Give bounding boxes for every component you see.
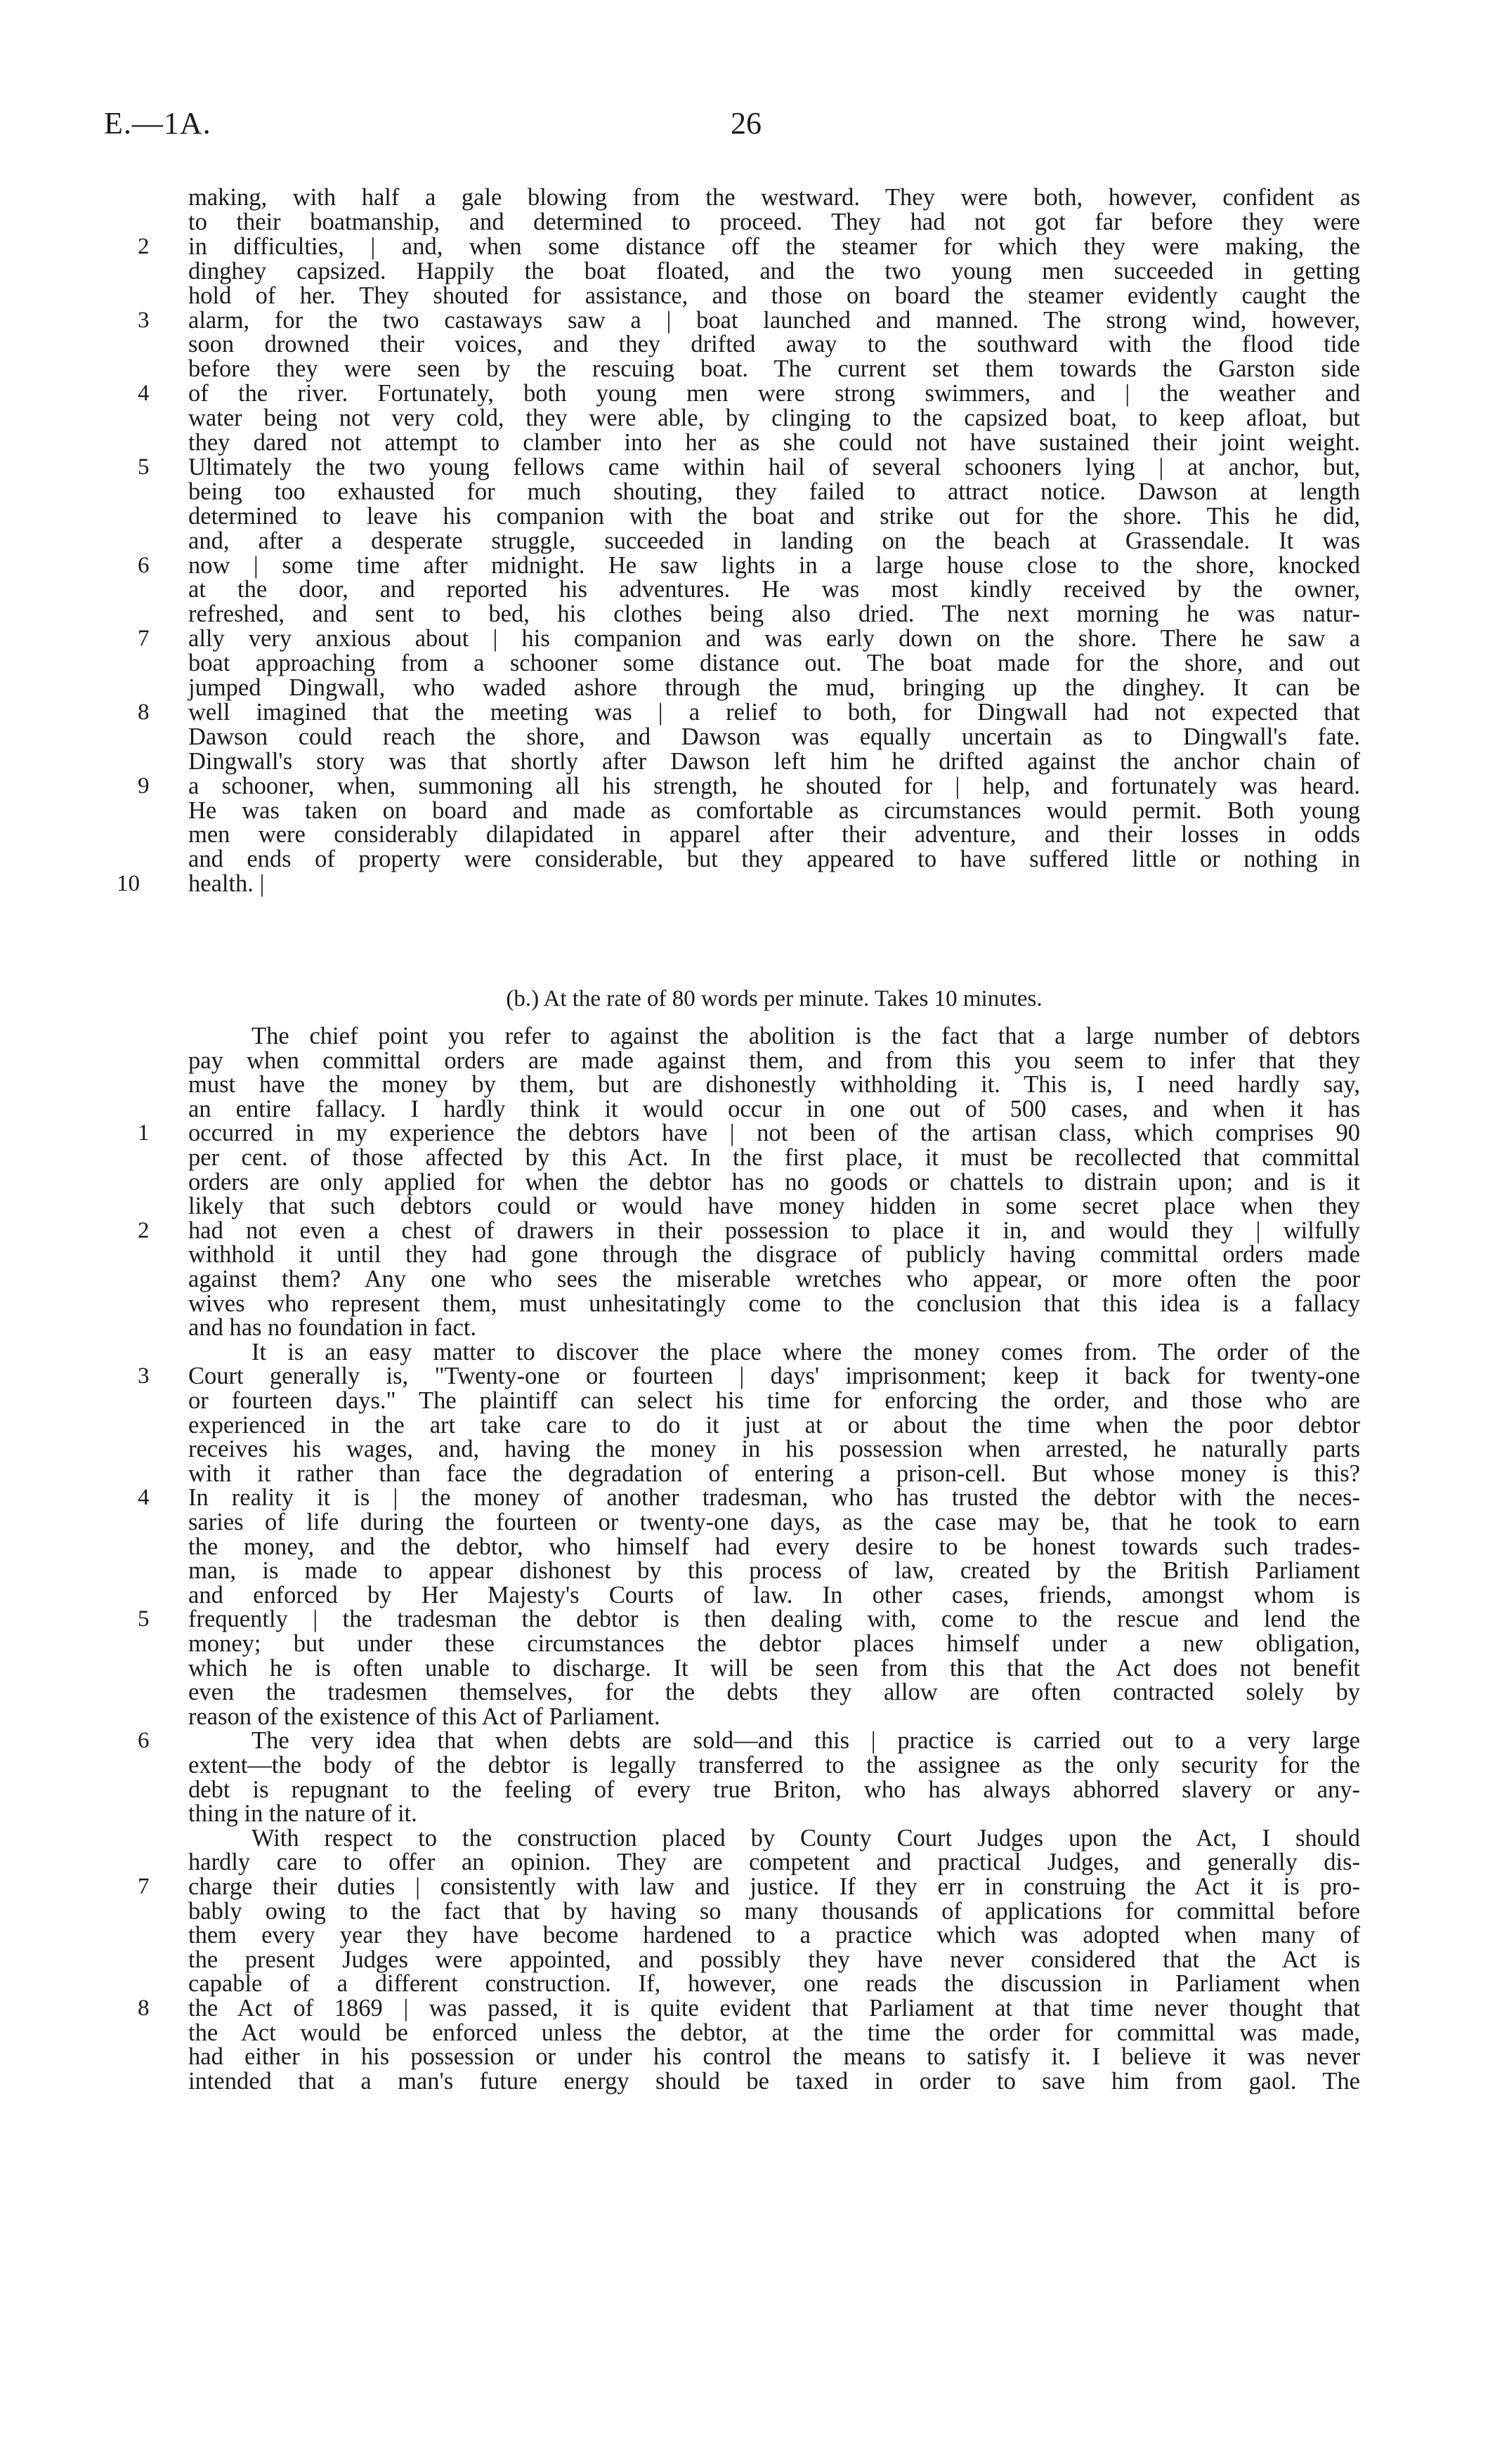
line-count-marker: 6: [138, 552, 150, 578]
text-line: occurred in my experience the debtors have | not been of the artisan class, which comprises 90: [188, 1120, 1360, 1147]
text-line: saries of life during the fourteen or twenty-one days, as the case may be, that he took to earn: [188, 1509, 1360, 1535]
line-count-marker: 4: [138, 381, 150, 407]
text-line: making, with half a gale blowing from the westward. They were both, however, confident as: [188, 184, 1360, 211]
text-line: debt is repugnant to the feeling of every true Briton, who has always abhorred slavery or any-: [188, 1776, 1360, 1803]
line-count-marker: 8: [138, 699, 150, 725]
text-line: and, after a desperate struggle, succeeded in landing on the beach at Grassendale. It was: [188, 527, 1360, 554]
page-number: 26: [731, 106, 762, 140]
text-line: intended that a man's future energy should be taxed in order to save him from gaol. The: [188, 2067, 1360, 2095]
text-line: man, is made to appear dishonest by this process of law, created by the British Parliament: [188, 1557, 1360, 1585]
text-line: they dared not attempt to clamber into her as she could not have sustained their joint weight.: [188, 429, 1360, 456]
text-line: the Act of 1869 | was passed, it is quite evident that Parliament at that time never thought that: [188, 1995, 1360, 2021]
text-line: even the tradesmen themselves, for the debts they allow are often contracted solely by: [188, 1679, 1360, 1706]
section-heading: (b.) At the rate of 80 words per minute. Takes 10 minutes.: [506, 986, 1043, 1011]
text-line: frequently | the tradesman the debtor is then dealing with, come to the rescue and lend the: [188, 1606, 1360, 1633]
text-line: of the river. Fortunately, both young men were strong swimmers, and | the weather and: [188, 380, 1360, 407]
text-line: receives his wages, and, having the money in his possession when arrested, he naturally parts: [188, 1436, 1360, 1463]
line-count-marker: 9: [138, 773, 150, 799]
line-count-marker: 3: [138, 1363, 150, 1389]
text-line: and ends of property were considerable, but they appeared to have suffered little or nothing in: [188, 846, 1360, 873]
text-line: now | some time after midnight. He saw lights in a large house close to the shore, knocked: [188, 551, 1360, 579]
text-line: well imagined that the meeting was | a relief to both, for Dingwall had not expected that: [188, 698, 1360, 726]
line-count-marker: 8: [138, 1996, 150, 2021]
text-line: or fourteen days." The plaintiff can select his time for enforcing the order, and those who are: [188, 1387, 1360, 1414]
text-line: and has no foundation in fact.: [188, 1314, 477, 1342]
line-count-marker: 3: [138, 307, 150, 333]
text-line: being too exhausted for much shouting, they failed to attract notice. Dawson at length: [188, 478, 1360, 505]
text-line: boat approaching from a schooner some distance out. The boat made for the shore, and out: [188, 650, 1360, 677]
text-line: hardly care to offer an opinion. They are competent and practical Judges, and generally dis-: [188, 1849, 1360, 1876]
text-line: at the door, and reported his adventures. He was most kindly received by the owner,: [188, 576, 1360, 603]
text-line: before they were seen by the rescuing boat. The current set them towards the Garston side: [188, 355, 1360, 383]
text-line: Ultimately the two young fellows came within hail of several schooners lying | at anchor, but,: [188, 453, 1360, 480]
text-line: to their boatmanship, and determined to proceed. They had not got far before they were: [188, 208, 1360, 235]
text-line: It is an easy matter to discover the place where the money comes from. The order of the: [252, 1338, 1360, 1365]
line-count-marker: 10: [117, 871, 140, 897]
text-line: money; but under these circumstances the debtor places himself under a new obligation,: [188, 1630, 1360, 1657]
text-line: a schooner, when, summoning all his strength, he shouted for | help, and fortunately was heard.: [188, 772, 1360, 799]
text-line: dinghey capsized. Happily the boat floated, and the two young men succeeded in getting: [188, 257, 1360, 284]
text-line: reason of the existence of this Act of Parliament.: [188, 1703, 660, 1730]
text-line: Court generally is, "Twenty-one or fourteen | days' imprisonment; keep it back for twenty-one: [188, 1363, 1360, 1390]
text-line: bably owing to the fact that by having so many thousands of applications for committal before: [188, 1897, 1360, 1925]
text-line: withhold it until they had gone through the disgrace of publicly having committal orders made: [188, 1241, 1360, 1269]
text-line: per cent. of those affected by this Act. In the first place, it must be recollected that committal: [188, 1144, 1360, 1171]
line-count-marker: 2: [138, 233, 150, 259]
text-line: extent—the body of the debtor is legally transferred to the assignee as the only security for the: [188, 1752, 1360, 1778]
text-line: health. |: [188, 870, 265, 898]
text-line: likely that such debtors could or would have money hidden in some secret place when they: [188, 1193, 1360, 1220]
text-line: charge their duties | consistently with law and justice. If they err in construing the Act it is pro-: [188, 1873, 1360, 1900]
text-line: in difficulties, | and, when some distance off the steamer for which they were making, the: [188, 232, 1360, 260]
text-line: wives who represent them, must unhesitatingly come to the conclusion that this idea is a fallacy: [188, 1290, 1360, 1317]
text-line: orders are only applied for when the debtor has no goods or chattels to distrain upon; and is it: [188, 1168, 1360, 1195]
text-line: the money, and the debtor, who himself had every desire to be honest towards such trades-: [188, 1533, 1360, 1560]
text-line: the Act would be enforced unless the debtor, at the time the order for committal was made,: [188, 2019, 1360, 2046]
text-line: The very idea that when debts are sold—and this | practice is carried out to a very large: [252, 1727, 1360, 1755]
page-header: [0, 105, 1502, 148]
text-line: men were considerably dilapidated in apparel after their adventure, and their losses in odds: [188, 821, 1360, 848]
text-line: had not even a chest of drawers in their possession to place it in, and would they | wilfully: [188, 1217, 1360, 1244]
text-line: alarm, for the two castaways saw a | boat launched and manned. The strong wind, however,: [188, 306, 1360, 334]
text-line: experienced in the art take care to do it just at or about the time when the poor debtor: [188, 1411, 1360, 1439]
text-line: the present Judges were appointed, and possibly they have never considered that the Act is: [188, 1946, 1360, 1973]
text-line: capable of a different construction. If, however, one reads the discussion in Parliament when: [188, 1970, 1360, 1998]
text-line: and enforced by Her Majesty's Courts of law. In other cases, friends, amongst whom is: [188, 1581, 1360, 1608]
text-line: water being not very cold, they were able, by clinging to the capsized boat, to keep afloat, but: [188, 405, 1360, 432]
text-line: Dawson could reach the shore, and Dawson was equally uncertain as to Dingwall's fate.: [188, 723, 1360, 750]
text-line: with it rather than face the degradation of entering a prison-cell. But whose money is this?: [188, 1460, 1360, 1487]
text-line: Dingwall's story was that shortly after Dawson left him he drifted against the anchor chain of: [188, 747, 1360, 775]
text-line: determined to leave his companion with the boat and strike out for the shore. This he did,: [188, 502, 1360, 530]
line-count-marker: 7: [138, 1874, 150, 1899]
line-count-marker: 6: [138, 1728, 150, 1754]
text-line: hold of her. They shouted for assistance, and those on board the steamer evidently caught the: [188, 282, 1360, 309]
text-line: which he is often unable to discharge. It will be seen from this that the Act does not benefit: [188, 1654, 1360, 1682]
text-line: them every year they have become hardened to a practice which was adopted when many of: [188, 1922, 1360, 1949]
line-count-marker: 7: [138, 626, 150, 652]
text-line: ally very anxious about | his companion and was early down on the shore. There he saw a: [188, 625, 1360, 653]
line-count-marker: 4: [138, 1485, 150, 1511]
text-line: He was taken on board and made as comfortable as circumstances would permit. Both young: [188, 797, 1360, 824]
text-line: In reality it is | the money of another tradesman, who has trusted the debtor with the neces-: [188, 1484, 1360, 1512]
text-line: The chief point you refer to against the abolition is the fact that a large number of debtors: [252, 1023, 1360, 1049]
line-count-marker: 5: [138, 454, 150, 480]
text-line: against them? Any one who sees the miserable wretches who appear, or more often the poor: [188, 1266, 1360, 1292]
text-line: pay when committal orders are made against them, and from this you seem to infer that they: [188, 1047, 1360, 1074]
text-line: must have the money by them, but are dishonestly withholding it. This is, I need hardly say,: [188, 1071, 1360, 1099]
section-label: E.—1A.: [104, 106, 211, 140]
text-line: With respect to the construction placed by County Court Judges upon the Act, I should: [252, 1824, 1360, 1852]
text-line: an entire fallacy. I hardly think it would occur in one out of 500 cases, and when it has: [188, 1095, 1360, 1122]
line-count-marker: 5: [138, 1606, 150, 1632]
text-line: jumped Dingwall, who waded ashore through the mud, bringing up the dinghey. It can be: [188, 674, 1360, 701]
text-line: had either in his possession or under his control the means to satisfy it. I believe it was never: [188, 2043, 1360, 2071]
text-line: thing in the nature of it.: [188, 1800, 417, 1828]
line-count-marker: 1: [138, 1120, 150, 1146]
text-line: soon drowned their voices, and they drifted away to the southward with the flood tide: [188, 331, 1360, 358]
line-count-marker: 2: [138, 1217, 150, 1243]
text-line: refreshed, and sent to bed, his clothes being also dried. The next morning he was natur-: [188, 601, 1360, 628]
